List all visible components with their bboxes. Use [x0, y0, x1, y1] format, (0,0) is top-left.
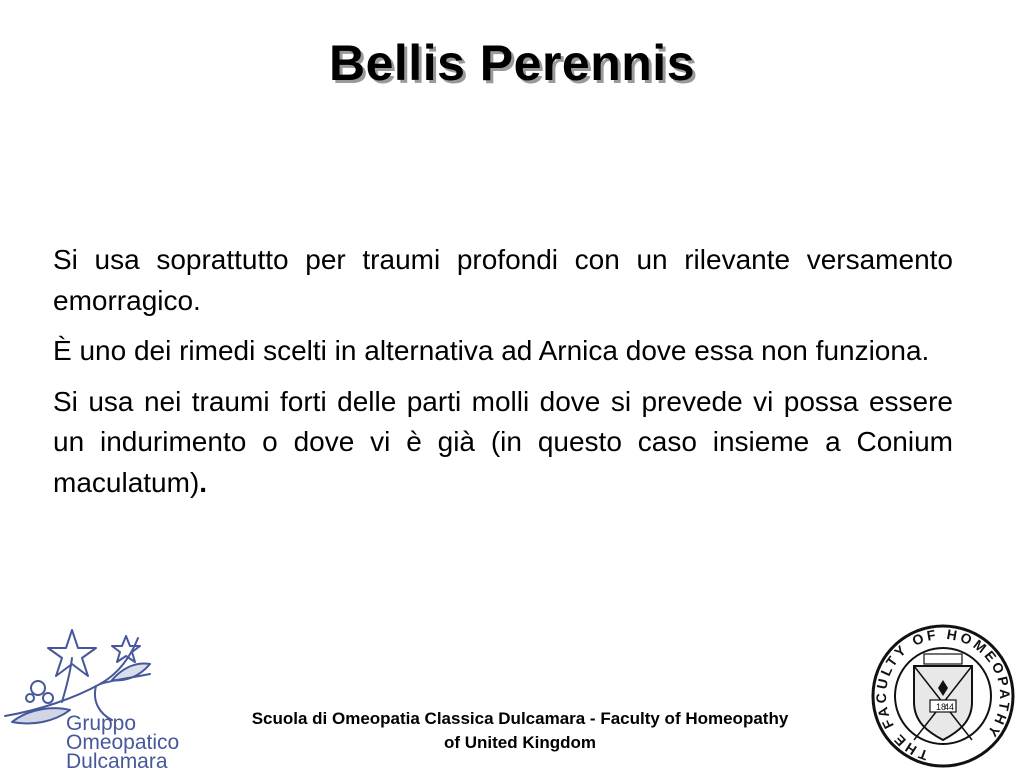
logo-left-line2: Omeopatico [66, 731, 180, 754]
paragraph-3 [53, 382, 953, 504]
footer-line-1: Scuola di Omeopatia Classica Dulcamara - Faculty of Homeopathy [251, 709, 789, 728]
slide-body [53, 240, 953, 513]
dulcamara-logo [0, 618, 200, 768]
seal-ring-text: THE FACULTY OF HOMEOPATHY [872, 625, 1014, 764]
footer-line-2: of United Kingdom [443, 733, 597, 752]
footer-text [200, 707, 840, 755]
seal-year-left: 18 [936, 702, 947, 712]
paragraph-1: Si usa soprattutto per traumi profondi con un rilevante versamento emorragico. [53, 244, 953, 316]
logo-left-line3: Dulcamara [66, 750, 168, 768]
faculty-seal-logo [862, 624, 1024, 768]
paragraph-2: È uno dei rimedi scelti in alternativa ad Arnica dove essa non funziona. [53, 335, 930, 366]
seal-year-right: 44 [944, 702, 955, 712]
logo-left-line1: Gruppo [66, 712, 137, 735]
paragraph-3-text: Si usa nei traumi forti delle parti molli dove si prevede vi possa essere un indurimento o dove vi è già (in questo caso insieme a Conium maculatum) [53, 385, 953, 498]
slide-title: Bellis Perennis [329, 35, 695, 91]
paragraph-3-end: . [199, 466, 208, 498]
